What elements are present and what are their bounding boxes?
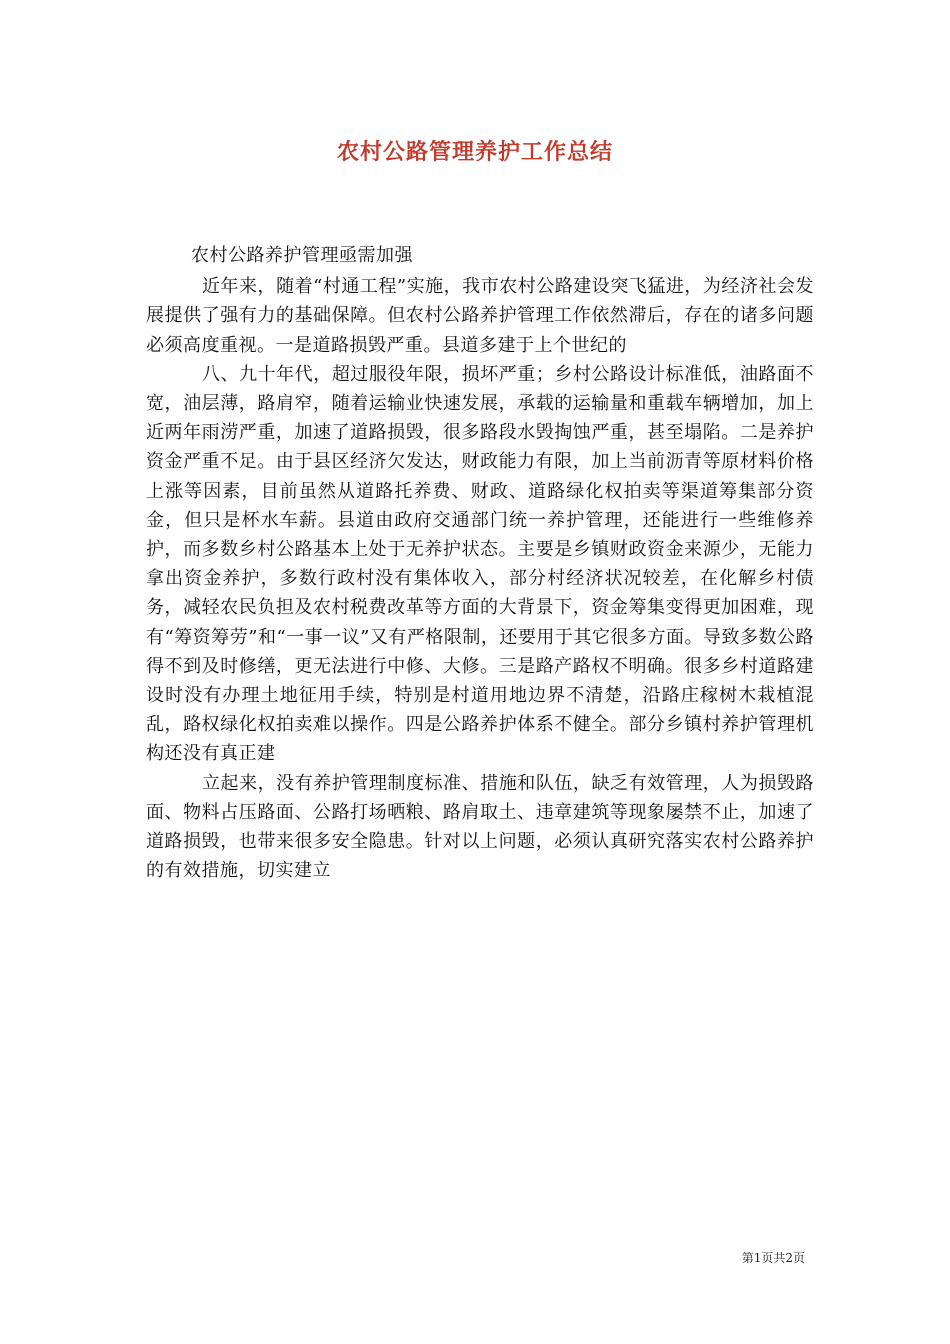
page-number: 第1页共2页 <box>741 1251 805 1265</box>
paragraph-2: 八、九十年代，超过服役年限，损坏严重；乡村公路设计标准低，油路面不宽，油层薄，路肩窄，随着运输业快速发展，承载的运输量和重载车辆增加，加上近两年雨涝严重，加速了道路损毁，很多路段水毁掏蚀严重，甚至塌陷。二是养护资金严重不足。由于县区经济欠发达，财政能力有限，加上当前沥青等原材料价格上涨等因素，目前虽然从道路托养费、财政、道路绿化权拍卖等渠道筹集部分资金，但只是杯水车薪。县道由政府交通部门统一养护管理，还能进行一些维修养护，而多数乡村公路基本上处于无养护状态。主要是乡镇财政资金来源少，无能力拿出资金养护，多数行政村没有集体收入，部分村经济状况较差，在化解乡村债务，减轻农民负担及农村税费改革等方面的大背景下，资金筹集变得更加困难，现有“筹资筹劳”和“一事一议”又有严格限制，还要用于其它很多方面。导致多数公路得不到及时修缮，更无法进行中修、大修。三是路产路权不明确。很多乡村道路建设时没有办理土地征用手续，特别是村道用地边界不清楚，沿路庄稼树木栽植混乱，路权绿化权拍卖难以操作。四是公路养护体系不健全。部分乡镇村养护管理机构还没有真正建 <box>146 363 814 765</box>
section-subheading: 农村公路养护管理亟需加强 <box>191 245 413 266</box>
document-title: 农村公路管理养护工作总结 <box>336 139 613 165</box>
paragraph-3: 立起来，没有养护管理制度标准、措施和队伍，缺乏有效管理，人为损毁路面、物料占压路面、公路打场晒粮、路肩取土、违章建筑等现象屡禁不止，加速了道路损毁，也带来很多安全隐患。针对以上问题，必须认真研究落实农村公路养护的有效措施，切实建立 <box>146 772 814 882</box>
paragraph-1: 近年来，随着“村通工程”实施，我市农村公路建设突飞猛进，为经济社会发展提供了强有力的基础保障。但农村公路养护管理工作依然滞后，存在的诸多问题必须高度重视。一是道路损毁严重。县道多建于上个世纪的 <box>146 276 814 356</box>
document-body <box>146 241 814 885</box>
